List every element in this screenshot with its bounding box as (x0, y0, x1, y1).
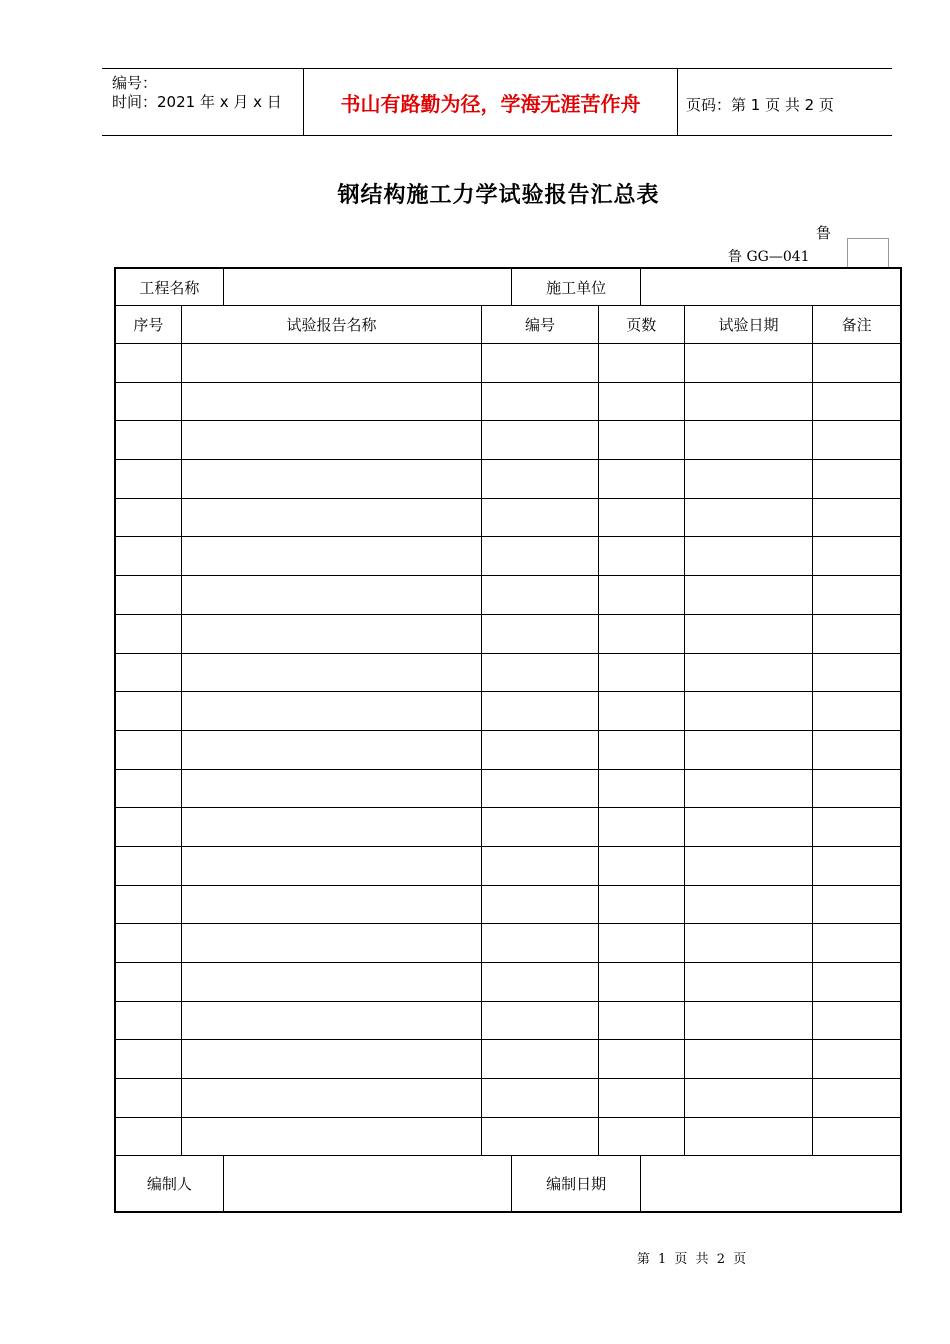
cell-seq[interactable] (115, 846, 181, 885)
cell-number[interactable] (482, 692, 598, 731)
cell-remarks[interactable] (813, 1079, 901, 1118)
cell-pages[interactable] (598, 498, 684, 537)
cell-seq[interactable] (115, 614, 181, 653)
cell-report-name[interactable] (181, 692, 482, 731)
page-footer: 第 1 页 共 2 页 (636, 1252, 747, 1267)
cell-pages[interactable] (598, 614, 684, 653)
cell-test-date[interactable] (684, 382, 812, 421)
cell-number[interactable] (482, 614, 598, 653)
cell-test-date[interactable] (684, 653, 812, 692)
table-row (115, 576, 901, 615)
cell-remarks[interactable] (813, 344, 901, 383)
cell-test-date[interactable] (684, 498, 812, 537)
table-row (115, 421, 901, 460)
table-row (115, 924, 901, 963)
cell-pages[interactable] (598, 730, 684, 769)
cell-number[interactable] (482, 460, 598, 499)
cell-number[interactable] (482, 730, 598, 769)
cell-report-name[interactable] (181, 924, 482, 963)
cell-pages[interactable] (598, 692, 684, 731)
project-name-cell[interactable] (223, 268, 512, 306)
table-row (115, 963, 901, 1002)
cell-seq[interactable] (115, 537, 181, 576)
table-row (115, 344, 901, 383)
header-motto: 书山有路勤为径，学海无涯苦作舟 (340, 92, 641, 116)
cell-number[interactable] (482, 963, 598, 1002)
footer-row (115, 1156, 901, 1213)
table-row (115, 1117, 901, 1156)
table-row (115, 614, 901, 653)
cell-report-name[interactable] (181, 421, 482, 460)
cell-test-date[interactable] (684, 1040, 812, 1079)
cell-remarks[interactable] (813, 1040, 901, 1079)
cell-report-name[interactable] (181, 808, 482, 847)
cell-pages[interactable] (598, 382, 684, 421)
cell-pages[interactable] (598, 653, 684, 692)
cell-remarks[interactable] (813, 692, 901, 731)
compiler-label: 编制人 (115, 1156, 223, 1213)
cell-test-date[interactable] (684, 730, 812, 769)
cell-test-date[interactable] (684, 1117, 812, 1156)
cell-pages[interactable] (598, 1040, 684, 1079)
cell-number[interactable] (482, 1040, 598, 1079)
cell-number[interactable] (482, 769, 598, 808)
cell-test-date[interactable] (684, 614, 812, 653)
cell-seq[interactable] (115, 730, 181, 769)
table-row (115, 730, 901, 769)
cell-report-name[interactable] (181, 460, 482, 499)
cell-number[interactable] (482, 576, 598, 615)
document-title: 钢结构施工力学试验报告汇总表 (337, 183, 660, 208)
cell-seq[interactable] (115, 963, 181, 1002)
col-header-pages: 页数 (598, 306, 684, 344)
cell-test-date[interactable] (684, 421, 812, 460)
cell-number[interactable] (482, 421, 598, 460)
cell-pages[interactable] (598, 537, 684, 576)
cell-pages[interactable] (598, 769, 684, 808)
cell-number[interactable] (482, 846, 598, 885)
cell-seq[interactable] (115, 1117, 181, 1156)
cell-report-name[interactable] (181, 1001, 482, 1040)
table-row (115, 808, 901, 847)
table-row (115, 1079, 901, 1118)
cell-seq[interactable] (115, 692, 181, 731)
cell-remarks[interactable] (813, 769, 901, 808)
header-bottom-rule (102, 135, 892, 136)
cell-number[interactable] (482, 537, 598, 576)
cell-remarks[interactable] (813, 885, 901, 924)
cell-report-name[interactable] (181, 769, 482, 808)
column-header-row (115, 306, 901, 344)
cell-remarks[interactable] (813, 421, 901, 460)
table-row (115, 1040, 901, 1079)
cell-remarks[interactable] (813, 382, 901, 421)
cell-remarks[interactable] (813, 924, 901, 963)
table-row (115, 885, 901, 924)
cell-number[interactable] (482, 382, 598, 421)
cell-test-date[interactable] (684, 576, 812, 615)
table-row (115, 382, 901, 421)
cell-test-date[interactable] (684, 1001, 812, 1040)
table-row (115, 769, 901, 808)
cell-seq[interactable] (115, 924, 181, 963)
header-time-label: 时间：2021 年 x 月 x 日 (112, 93, 282, 111)
table-row (115, 846, 901, 885)
cell-remarks[interactable] (813, 730, 901, 769)
cell-pages[interactable] (598, 808, 684, 847)
cell-number[interactable] (482, 885, 598, 924)
compile-date-cell[interactable] (640, 1156, 901, 1213)
col-header-test-date: 试验日期 (684, 306, 812, 344)
cell-seq[interactable] (115, 344, 181, 383)
cell-report-name[interactable] (181, 846, 482, 885)
cell-remarks[interactable] (813, 963, 901, 1002)
col-header-remarks: 备注 (813, 306, 901, 344)
report-summary-table (114, 267, 902, 1213)
cell-pages[interactable] (598, 846, 684, 885)
contractor-label: 施工单位 (512, 268, 640, 306)
cell-number[interactable] (482, 1001, 598, 1040)
cell-test-date[interactable] (684, 885, 812, 924)
cell-number[interactable] (482, 1117, 598, 1156)
cell-pages[interactable] (598, 885, 684, 924)
cell-pages[interactable] (598, 344, 684, 383)
cell-report-name[interactable] (181, 498, 482, 537)
cell-seq[interactable] (115, 808, 181, 847)
cell-seq[interactable] (115, 1079, 181, 1118)
cell-report-name[interactable] (181, 344, 482, 383)
cell-remarks[interactable] (813, 1001, 901, 1040)
cell-remarks[interactable] (813, 653, 901, 692)
cell-number[interactable] (482, 924, 598, 963)
cell-seq[interactable] (115, 576, 181, 615)
cell-test-date[interactable] (684, 769, 812, 808)
cell-pages[interactable] (598, 460, 684, 499)
table-row (115, 537, 901, 576)
cell-remarks[interactable] (813, 1117, 901, 1156)
cell-test-date[interactable] (684, 808, 812, 847)
cell-test-date[interactable] (684, 692, 812, 731)
cell-seq[interactable] (115, 885, 181, 924)
header-page-label: 页码：第 1 页 共 2 页 (686, 96, 834, 114)
col-header-number: 编号 (482, 306, 598, 344)
cell-report-name[interactable] (181, 614, 482, 653)
cell-seq[interactable] (115, 1040, 181, 1079)
cell-seq[interactable] (115, 460, 181, 499)
cell-seq[interactable] (115, 498, 181, 537)
cell-remarks[interactable] (813, 846, 901, 885)
cell-report-name[interactable] (181, 1079, 482, 1118)
cell-number[interactable] (482, 653, 598, 692)
cell-pages[interactable] (598, 1117, 684, 1156)
cell-number[interactable] (482, 808, 598, 847)
table-row (115, 1001, 901, 1040)
col-header-seq: 序号 (115, 306, 181, 344)
cell-test-date[interactable] (684, 344, 812, 383)
contractor-cell[interactable] (640, 268, 901, 306)
cell-number[interactable] (482, 344, 598, 383)
cell-remarks[interactable] (813, 576, 901, 615)
cell-pages[interactable] (598, 963, 684, 1002)
cell-seq[interactable] (115, 769, 181, 808)
cell-seq[interactable] (115, 382, 181, 421)
table-row (115, 460, 901, 499)
form-code-box (847, 238, 889, 267)
cell-remarks[interactable] (813, 808, 901, 847)
cell-test-date[interactable] (684, 924, 812, 963)
cell-report-name[interactable] (181, 963, 482, 1002)
cell-report-name[interactable] (181, 1040, 482, 1079)
cell-test-date[interactable] (684, 846, 812, 885)
cell-remarks[interactable] (813, 460, 901, 499)
table-row (115, 653, 901, 692)
cell-remarks[interactable] (813, 537, 901, 576)
table-row (115, 498, 901, 537)
cell-remarks[interactable] (813, 498, 901, 537)
cell-report-name[interactable] (181, 1117, 482, 1156)
cell-report-name[interactable] (181, 576, 482, 615)
cell-report-name[interactable] (181, 653, 482, 692)
cell-pages[interactable] (598, 1001, 684, 1040)
cell-test-date[interactable] (684, 963, 812, 1002)
cell-pages[interactable] (598, 421, 684, 460)
province-mark: 鲁 (816, 224, 832, 242)
cell-seq[interactable] (115, 421, 181, 460)
cell-test-date[interactable] (684, 460, 812, 499)
header-top-rule (102, 68, 892, 69)
info-row (115, 268, 901, 306)
cell-number[interactable] (482, 498, 598, 537)
cell-report-name[interactable] (181, 885, 482, 924)
form-code: 鲁 GG—041 (728, 249, 810, 265)
cell-test-date[interactable] (684, 537, 812, 576)
col-header-report-name: 试验报告名称 (181, 306, 482, 344)
cell-test-date[interactable] (684, 1079, 812, 1118)
cell-pages[interactable] (598, 924, 684, 963)
cell-seq[interactable] (115, 1001, 181, 1040)
cell-seq[interactable] (115, 653, 181, 692)
cell-pages[interactable] (598, 1079, 684, 1118)
header-divider-right (677, 68, 678, 136)
compile-date-label: 编制日期 (512, 1156, 640, 1213)
table-row (115, 692, 901, 731)
project-name-label: 工程名称 (115, 268, 223, 306)
cell-number[interactable] (482, 1079, 598, 1118)
cell-remarks[interactable] (813, 614, 901, 653)
cell-pages[interactable] (598, 576, 684, 615)
cell-report-name[interactable] (181, 730, 482, 769)
compiler-cell[interactable] (223, 1156, 512, 1213)
cell-report-name[interactable] (181, 537, 482, 576)
data-rows (115, 344, 901, 1156)
header-number-label: 编号： (112, 74, 158, 92)
cell-report-name[interactable] (181, 382, 482, 421)
